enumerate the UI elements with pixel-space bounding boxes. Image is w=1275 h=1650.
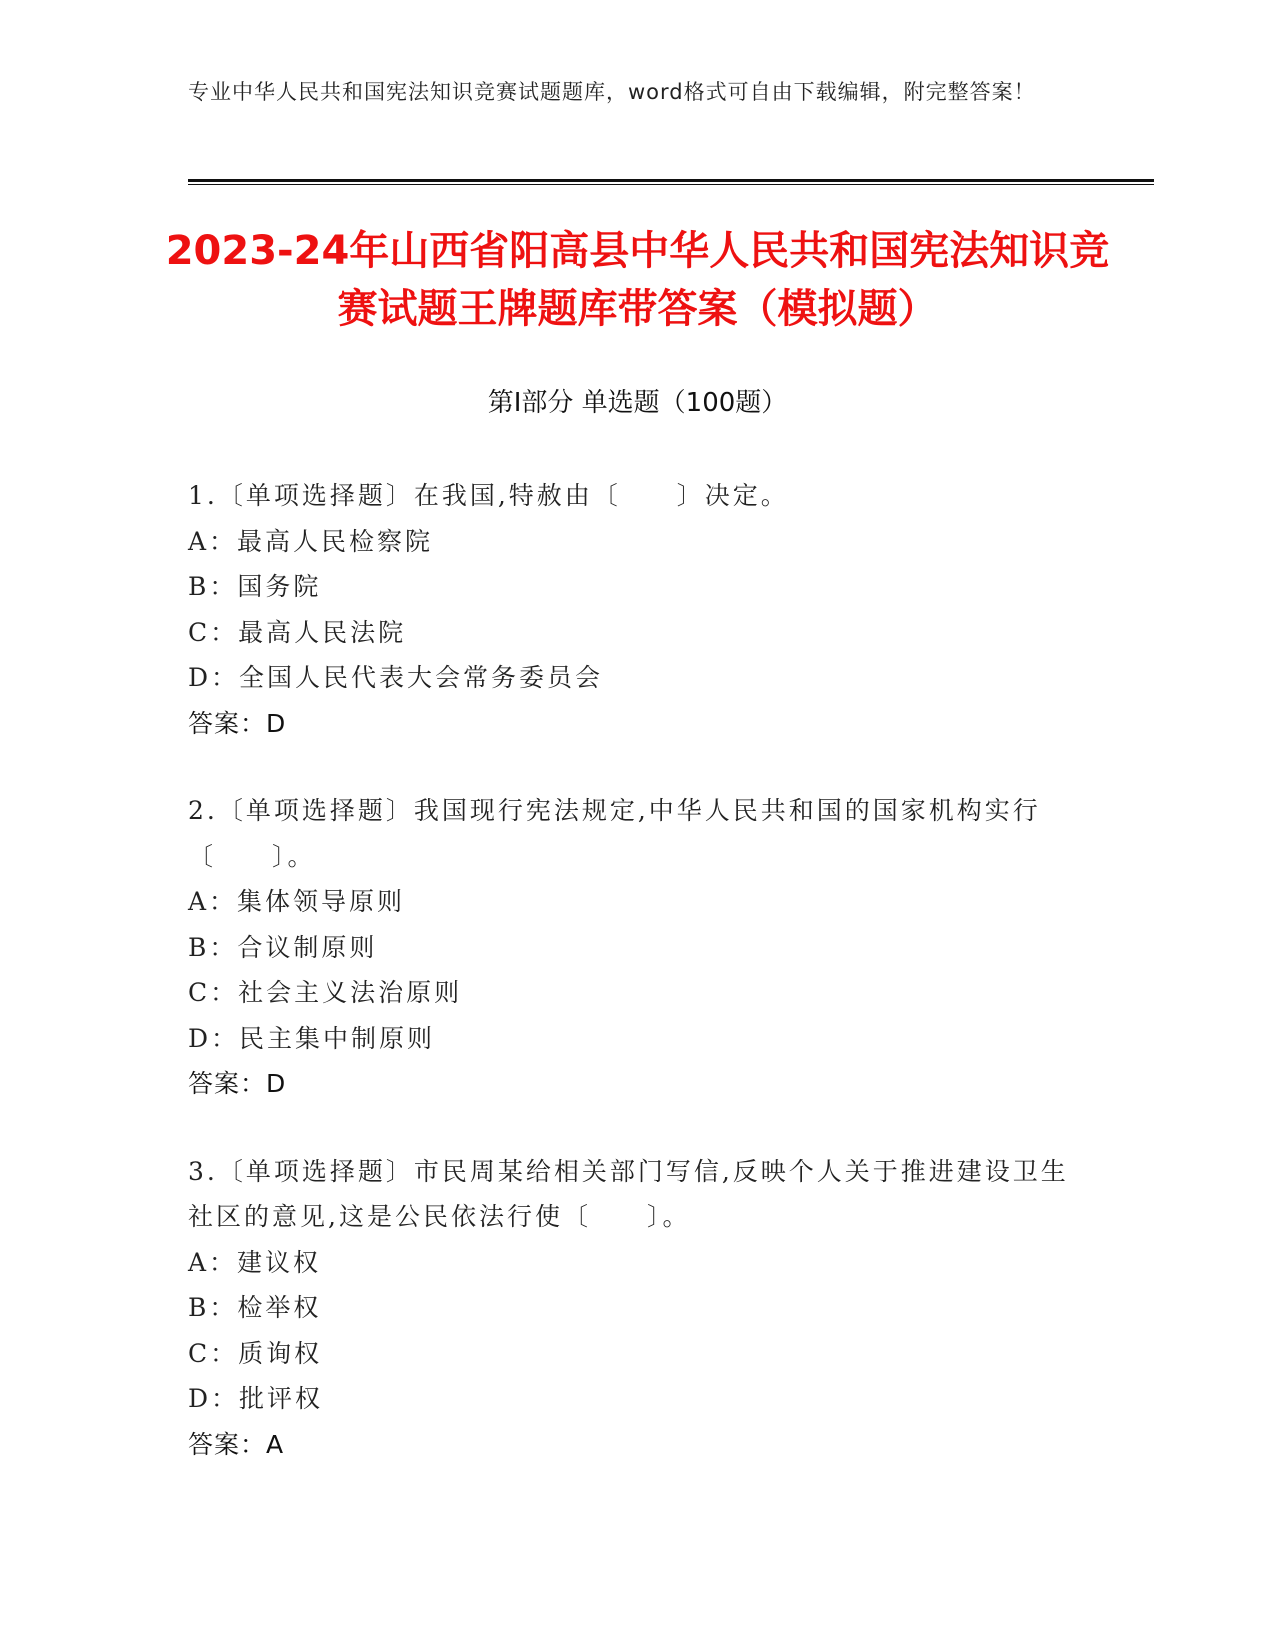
option-d: D：民主集中制原则 <box>188 1023 436 1053</box>
header-divider-thin <box>188 184 1154 185</box>
section-heading: 第Ⅰ部分 单选题（100题） <box>487 388 788 418</box>
header-divider-thick <box>188 179 1154 182</box>
option-a: A：建议权 <box>188 1247 322 1277</box>
question-2 <box>188 788 1088 1107</box>
answer: 答案：D <box>188 1069 287 1098</box>
option-d: D：全国人民代表大会常务委员会 <box>188 663 604 692</box>
option-c: C：最高人民法院 <box>188 617 407 647</box>
answer: 答案：A <box>188 1429 285 1459</box>
option-c: C：质询权 <box>188 1338 323 1368</box>
question-text: 3.〔单项选择题〕市民周某给相关部门写信,反映个人关于推进建设卫生社区的意见,这是公民依法行使〔 〕。 <box>188 1156 1069 1231</box>
document-title: 2023-24年山西省阳高县中华人民共和国宪法知识竞赛试题王牌题库带答案（模拟题） <box>165 228 1110 332</box>
option-b: B：检举权 <box>188 1293 322 1322</box>
option-a: A：集体领导原则 <box>188 887 406 916</box>
question-list <box>188 473 1088 1509</box>
question-text: 1.〔单项选择题〕在我国,特赦由〔 〕决定。 <box>188 481 789 510</box>
question-1 <box>188 473 1088 746</box>
option-d: D：批评权 <box>188 1384 324 1413</box>
answer: 答案：D <box>188 708 287 738</box>
option-c: C：社会主义法治原则 <box>188 978 463 1007</box>
option-b: B：国务院 <box>188 572 322 601</box>
question-3 <box>188 1149 1088 1468</box>
option-b: B：合议制原则 <box>188 932 378 962</box>
header-note: 专业中华人民共和国宪法知识竞赛试题题库，word格式可自由下载编辑，附完整答案！ <box>188 80 1036 104</box>
option-a: A：最高人民检察院 <box>188 526 434 556</box>
question-text: 2.〔单项选择题〕我国现行宪法规定,中华人民共和国的国家机构实行〔 〕。 <box>188 796 1041 871</box>
